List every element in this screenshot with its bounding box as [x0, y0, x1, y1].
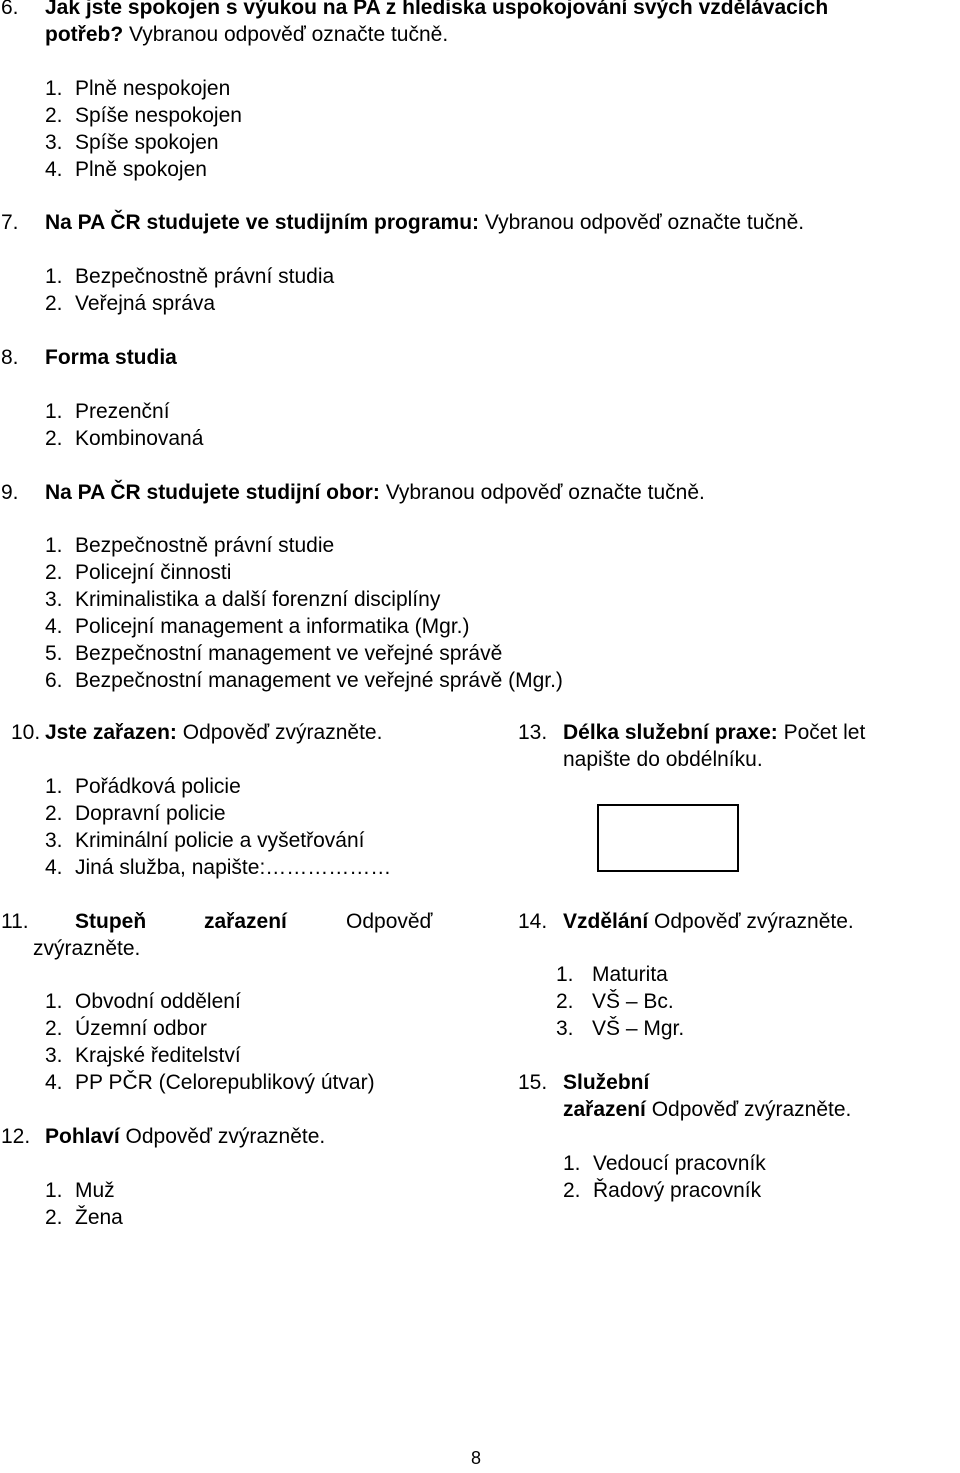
option-label: PP PČR (Celorepublikový útvar) — [75, 1071, 375, 1094]
option-number: 1. — [45, 1179, 63, 1202]
question-9-heading — [45, 479, 705, 506]
question-15-title-line1: Služební — [563, 1071, 650, 1094]
option-number: 1. — [45, 77, 63, 100]
question-14-title: Vzdělání — [563, 910, 649, 933]
question-12-title: Pohlaví — [45, 1125, 120, 1148]
question-11-number: 11. — [1, 910, 29, 933]
question-13-instruction-line2: napište do obdélníku. — [563, 748, 763, 771]
question-11-title-word1: Stupeň — [75, 910, 147, 933]
option-label: Plně nespokojen — [75, 77, 231, 100]
option-number: 2. — [556, 990, 574, 1013]
option-number: 3. — [556, 1017, 574, 1040]
question-11-instruction-word2: zvýrazněte. — [33, 937, 141, 960]
option-number: 3. — [45, 588, 63, 611]
option-label: Bezpečnostní management ve veřejné správě (Mgr.) — [75, 669, 563, 692]
option-number: 1. — [45, 775, 63, 798]
option-label: Krajské ředitelství — [75, 1044, 241, 1067]
option-label: Maturita — [592, 963, 668, 986]
question-6-number: 6. — [1, 0, 19, 19]
option-label: Žena — [75, 1206, 123, 1229]
option-label: Muž — [75, 1179, 115, 1202]
question-9-instruction: Vybranou odpověď označte tučně. — [385, 481, 705, 504]
option-label: Policejní management a informatika (Mgr.) — [75, 615, 470, 638]
option-number: 2. — [563, 1179, 581, 1202]
option-label: Územní odbor — [75, 1017, 207, 1040]
option-label: Obvodní oddělení — [75, 990, 241, 1013]
question-12-number: 12. — [1, 1125, 31, 1148]
option-label: Pořádková policie — [75, 775, 241, 798]
question-15-title-line2: zařazení — [563, 1098, 646, 1121]
option-number: 4. — [45, 856, 63, 879]
question-15-heading-line2 — [563, 1096, 851, 1123]
option-number: 4. — [45, 1071, 63, 1094]
question-8-title: Forma studia — [45, 346, 177, 369]
question-7-number: 7. — [1, 211, 19, 234]
option-number: 1. — [45, 990, 63, 1013]
question-13-heading — [563, 719, 865, 746]
option-label: Spíše spokojen — [75, 131, 219, 154]
question-12-heading — [45, 1123, 325, 1150]
option-label: Kriminalistika a další forenzní disciplíny — [75, 588, 441, 611]
question-14-heading — [563, 908, 854, 935]
option-label: Spíše nespokojen — [75, 104, 242, 127]
question-8-number: 8. — [1, 346, 19, 369]
option-number: 4. — [45, 158, 63, 181]
question-15-number: 15. — [518, 1071, 548, 1094]
option-label: Kriminální policie a vyšetřování — [75, 829, 365, 852]
question-6-title-line1: Jak jste spokojen s výukou na PA z hlediska uspokojování svých vzdělávacích — [45, 0, 829, 19]
question-9-number: 9. — [1, 481, 19, 504]
option-label: Jiná služba, napište:……………… — [75, 856, 392, 879]
option-number: 1. — [45, 265, 63, 288]
option-number: 2. — [45, 1206, 63, 1229]
question-10-number: 10. — [11, 721, 41, 744]
question-13-number: 13. — [518, 721, 548, 744]
question-15-instruction: Odpověď zvýrazněte. — [651, 1098, 852, 1121]
option-number: 5. — [45, 642, 63, 665]
question-12-instruction: Odpověď zvýrazněte. — [125, 1125, 326, 1148]
question-14-instruction: Odpověď zvýrazněte. — [654, 910, 854, 933]
question-6-title-end: potřeb? — [45, 23, 124, 46]
question-13-instruction-line1: Počet let — [783, 721, 866, 744]
option-number: 2. — [45, 292, 63, 315]
option-number: 1. — [563, 1152, 581, 1175]
option-label: Kombinovaná — [75, 427, 204, 450]
option-number: 2. — [45, 1017, 63, 1040]
question-14-number: 14. — [518, 910, 548, 933]
option-label: Řadový pracovník — [593, 1179, 762, 1202]
option-number: 3. — [45, 1044, 63, 1067]
option-label: Bezpečnostní management ve veřejné správě — [75, 642, 503, 665]
option-label: Prezenční — [75, 400, 170, 423]
option-number: 2. — [45, 561, 63, 584]
question-11-instruction-word1: Odpověď — [346, 910, 433, 933]
option-number: 6. — [45, 669, 63, 692]
question-10-title: Jste zařazen: — [45, 721, 177, 744]
page-number: 8 — [471, 1448, 482, 1468]
option-label: Policejní činnosti — [75, 561, 232, 584]
option-number: 4. — [45, 615, 63, 638]
option-label: VŠ – Mgr. — [592, 1017, 685, 1040]
option-number: 1. — [45, 400, 63, 423]
question-7-title: Na PA ČR studujete ve studijním programu: — [45, 211, 480, 234]
years-of-service-input-box[interactable] — [597, 804, 739, 872]
question-11-title-word2: zařazení — [204, 910, 287, 933]
question-6-instruction: Vybranou odpověď označte tučně. — [129, 23, 449, 46]
option-number: 3. — [45, 829, 63, 852]
question-10-instruction: Odpověď zvýrazněte. — [182, 721, 383, 744]
option-label: Vedoucí pracovník — [593, 1152, 766, 1175]
question-10-heading — [45, 719, 382, 746]
option-number: 2. — [45, 802, 63, 825]
option-label: Veřejná správa — [75, 292, 216, 315]
option-number: 3. — [45, 131, 63, 154]
option-label: Bezpečnostně právní studie — [75, 534, 335, 557]
option-label: VŠ – Bc. — [592, 990, 674, 1013]
option-label: Plně spokojen — [75, 158, 207, 181]
question-7-instruction: Vybranou odpověď označte tučně. — [484, 211, 805, 234]
question-6-title-line2 — [45, 21, 448, 48]
option-label: Bezpečnostně právní studia — [75, 265, 335, 288]
question-13-title: Délka služební praxe: — [563, 721, 778, 744]
option-number: 2. — [45, 427, 63, 450]
option-number: 1. — [45, 534, 63, 557]
question-7-heading — [45, 209, 804, 236]
option-label: Dopravní policie — [75, 802, 226, 825]
option-number: 1. — [556, 963, 574, 986]
option-number: 2. — [45, 104, 63, 127]
question-9-title: Na PA ČR studujete studijní obor: — [45, 481, 380, 504]
